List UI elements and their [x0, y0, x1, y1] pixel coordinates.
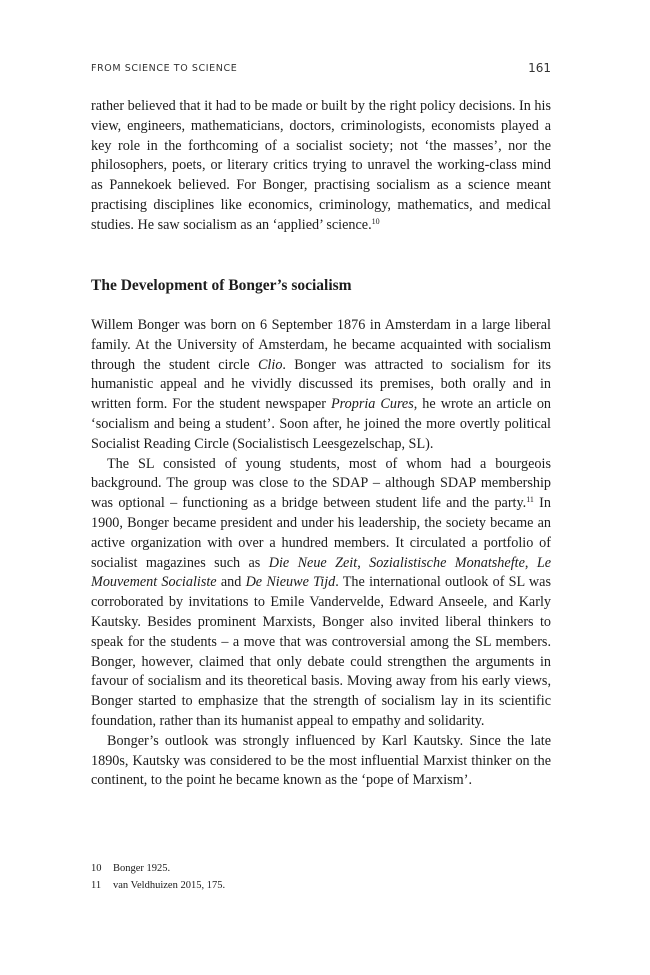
text-run: . The international outlook of SL was corroborated by invitations to Emile Vandervelde, Edward Anseele, and Karly Kautsky. Besides prominent Marxists, Bonger also invited liberal thinkers to speak for the students – a move that was controversial among the SL members. Bonger, however, claimed that only debate could strengthen the arguments in favour of socialism and its theoretical basis. Moving away from his early views, Bonger started to emphasize that the strength of socialism lay in its scientific foundation, rather than its humanist appeal to empathy and solidarity.	[91, 574, 551, 729]
footnote-item	[91, 860, 551, 877]
italic-die-neue-zeit: Die Neue Zeit	[268, 554, 358, 571]
footnotes	[91, 860, 551, 894]
footnote-text: van Veldhuizen 2015, 175.	[113, 880, 226, 891]
running-header	[91, 61, 551, 77]
italic-sozialistische-monatshefte: Sozialistische Monatshefte	[369, 554, 525, 571]
footnote-number: 11	[91, 880, 102, 891]
footnote-number: 10	[91, 863, 102, 874]
paragraph-sl	[91, 455, 551, 732]
text-run: ,	[524, 554, 537, 571]
footnote-text: Bonger 1925.	[113, 863, 171, 874]
text-run: , he wrote an article on ‘socialism and being a student’. Soon after, he joined the more overtly political Socialist Reading Circle (Socialistisch Leesgezelschap, SL).	[91, 396, 552, 452]
footnote-ref-10[interactable]: 10	[371, 216, 380, 226]
text-run: Willem Bonger was born on 6 September 1876 in Amsterdam in a large liberal family. At the University of Amsterdam, he became acquainted with socialism through the student circle	[91, 317, 551, 373]
text-run: . Bonger was attracted to socialism for its humanistic appeal and he vividly discussed its premises, both orally and in written form. For the student newspaper	[91, 356, 551, 413]
section-heading: The Development of Bonger’s socialism	[91, 277, 352, 294]
text-run: and	[216, 574, 246, 591]
paragraph-kautsky: Bonger’s outlook was strongly influenced by Karl Kautsky. Since the late 1890s, Kautsky was considered to be the most influential Marxist thinker on the continent, to the point he became known as the ‘pope of Marxism’.	[91, 732, 551, 789]
footnote-item	[91, 877, 551, 894]
page-number: 161	[528, 61, 551, 75]
text-run: In 1900, Bonger became president and under his leadership, the society became an active organization with over a hundred members. It circulated a portfolio of socialist magazines such as	[91, 495, 551, 571]
italic-le-mouvement-socialiste: Le Mouvement Socialiste	[91, 554, 552, 591]
text-run: ,	[357, 554, 370, 571]
intro-paragraph	[91, 97, 551, 236]
section-body	[91, 316, 551, 791]
intro-paragraph-text: rather believed that it had to be made or built by the right policy decisions. In his view, engineers, mathematicians, doctors, criminologists, economists played a key role in the forthcoming of a socialist society; not ‘the masses’, nor the philosophers, poets, or literary critics trying to unravel the working-class mind as Pannekoek believed. For Bonger, practising socialism as a science meant practising disciplines like economics, criminology, mathematics, and medical studies. He saw socialism as an ‘applied’ science.	[91, 98, 551, 233]
intro-paragraph-block	[91, 97, 551, 236]
text-run: The SL consisted of young students, most of whom had a bourgeois background. The group was close to the SDAP – although SDAP membership was optional – functioning as a bridge between student life and the party.	[91, 455, 551, 512]
italic-de-nieuwe-tijd: De Nieuwe Tijd	[245, 574, 336, 591]
running-title: FROM SCIENCE TO SCIENCE	[91, 63, 238, 74]
paragraph-bonger-born	[91, 316, 551, 455]
footnote-ref-11[interactable]: 11	[526, 495, 534, 505]
italic-clio: Clio	[257, 356, 283, 373]
italic-propria-cures: Propria Cures	[330, 396, 414, 413]
